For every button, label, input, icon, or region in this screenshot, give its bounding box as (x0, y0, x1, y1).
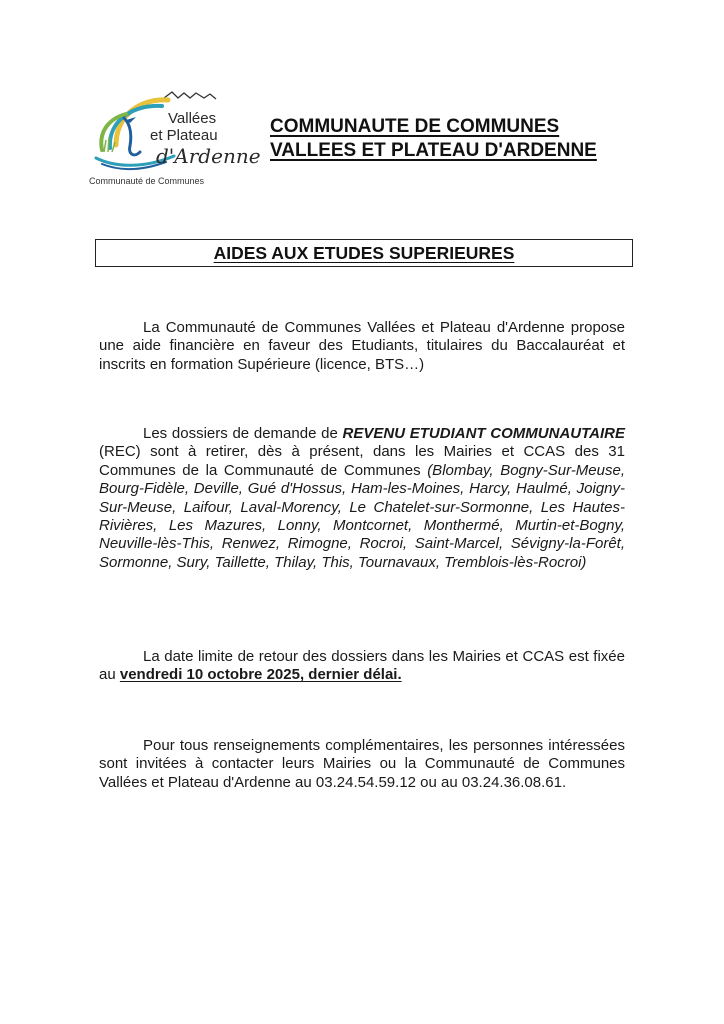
dossiers-text-after: (REC) sont à retirer, dès à présent, dans les Mairies et CCAS des 31 Communes de la Communauté de Communes (99, 443, 625, 479)
deadline-date: vendredi 10 octobre 2025, dernier délai. (119, 666, 402, 684)
paragraph-intro (99, 319, 625, 374)
intro-text: La Communauté de Communes Vallées et Plateau d'Ardenne propose une aide financière en faveur des Etudiants, titulaires du Baccalauréat et inscrits en formation Supérieure (licence, BTS…) (99, 319, 625, 373)
dossiers-text-before: Les dossiers de demande de (143, 425, 343, 442)
logo-subtitle: Communauté de Communes (89, 176, 205, 186)
paragraph-dossiers (99, 425, 625, 572)
organization-heading (270, 115, 597, 163)
document-title: AIDES AUX ETUDES SUPERIEURES (213, 242, 515, 263)
logo (86, 90, 261, 190)
paragraph-deadline (99, 648, 625, 685)
org-line1: COMMUNAUTE DE COMMUNES (270, 116, 560, 137)
logo-text-line3: d'Ardenne (156, 144, 261, 168)
rec-highlight: REVENU ETUDIANT COMMUNAUTAIRE (342, 425, 626, 442)
logo-text-line2: et Plateau (150, 127, 218, 144)
deadline-text: La date limite de retour des dossiers dans les Mairies et CCAS est fixée au (99, 648, 625, 684)
org-line2: VALLEES ET PLATEAU D'ARDENNE (270, 140, 597, 161)
paragraph-contact (99, 737, 625, 792)
contact-text: Pour tous renseignements complémentaires, les personnes intéressées sont invitées à contacter leurs Mairies ou la Communauté de Communes Vallées et Plateau d'Ardenne au 03.24.54.59.12 ou au 03.24.36.08.61. (99, 737, 625, 791)
communes-list: (Blombay, Bogny-Sur-Meuse, Bourg-Fidèle, Deville, Gué d'Hossus, Ham-les-Moines, Harcy, Haulmé, Joigny-Sur-Meuse, Laifour, Laval-Morency, Le Chatelet-sur-Sormonne, Les Hautes-Rivières, Les Mazures, Lonny, Montcornet, Monthermé, Murtin-et-Bogny, Neuville-lès-This, Renwez, Rimogne, Rocroi, Saint-Marcel, Sévigny-la-Forêt, Sormonne, Sury, Taillette, Thilay, This, Tournavaux, Tremblois-lès-Rocroi) (99, 461, 625, 571)
document-title-box (95, 239, 633, 267)
logo-text-line1: Vallées (168, 110, 217, 127)
